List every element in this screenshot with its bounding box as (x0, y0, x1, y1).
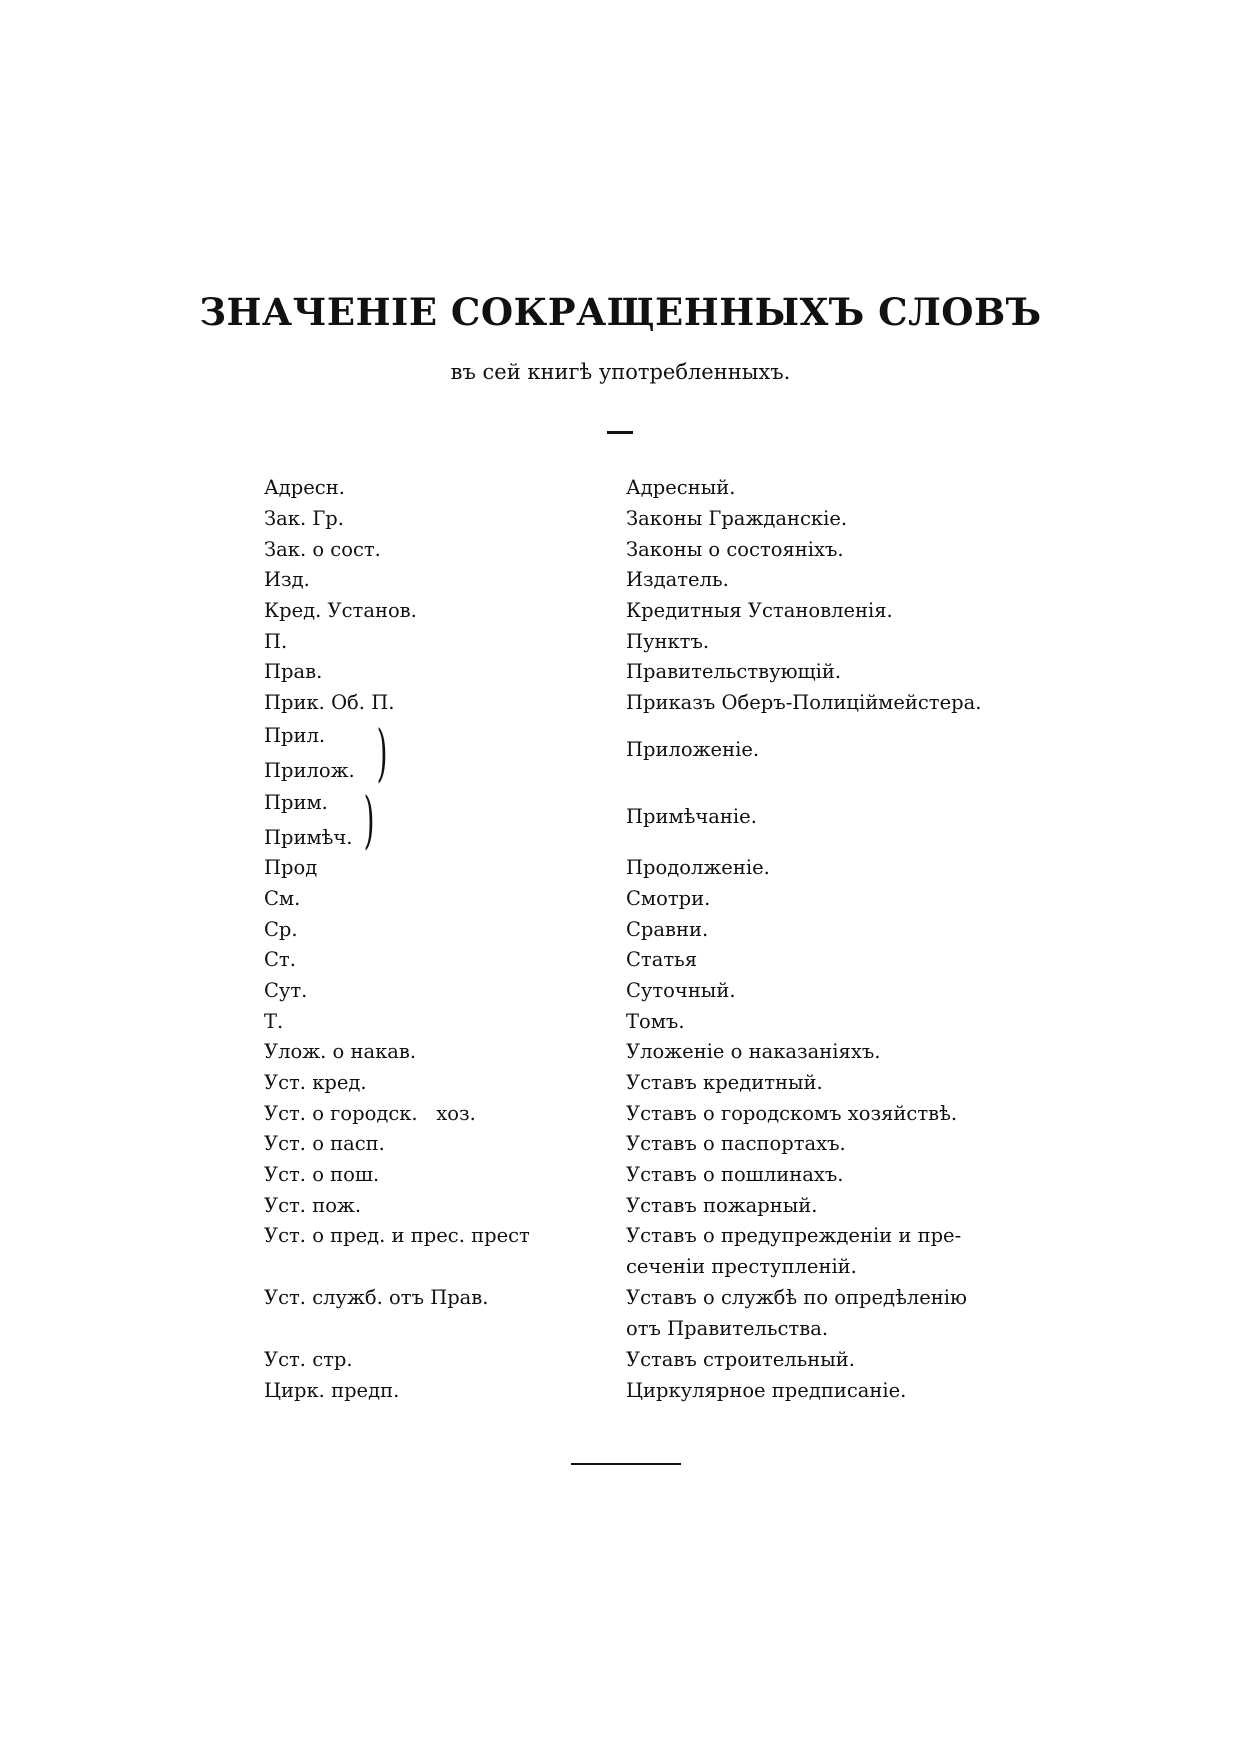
meaning-line: сеченіи преступленій. (626, 1255, 857, 1278)
abbreviation: Ст. (264, 948, 296, 971)
abbreviation: Изд. (264, 568, 310, 591)
list-item (0, 1220, 1241, 1282)
abbreviation: Уст. служб. отъ Прав. (264, 1286, 489, 1309)
meaning: Уставъ кредитный. (626, 1071, 823, 1094)
abbreviation: Зак. Гр. (264, 507, 344, 530)
meaning: Томъ. (626, 1010, 685, 1033)
meaning-line: Уставъ о службѣ по опредѣленію (626, 1286, 967, 1309)
abbreviation: Сут. (264, 979, 308, 1002)
abbreviation: Цирк. предп. (264, 1379, 400, 1402)
meaning: Примѣчаніе. (626, 805, 757, 828)
meaning: Приказъ Оберъ-Полиціймейстера. (626, 691, 982, 714)
list-item-group (0, 718, 1241, 788)
meaning: Правительствующій. (626, 660, 842, 683)
meaning-line: Уставъ о предупрежденіи и пре- (626, 1224, 962, 1247)
abbreviation: Прод (264, 856, 318, 879)
abbreviation: Прик. Об. П. (264, 691, 395, 714)
meaning: Смотри. (626, 887, 711, 910)
meaning: Пунктъ. (626, 630, 710, 653)
abbreviation-group (264, 785, 353, 855)
meaning-line: отъ Правительства. (626, 1317, 829, 1340)
meaning: Уставъ о пошлинахъ. (626, 1163, 844, 1186)
meaning: Продолженіе. (626, 856, 770, 879)
abbreviation: П. (264, 630, 288, 653)
abbreviation: Улож. о накав. (264, 1040, 417, 1063)
abbreviation: Адресн. (264, 476, 345, 499)
abbreviation-group (264, 718, 355, 788)
abbreviation: Ср. (264, 918, 298, 941)
meaning: Циркулярное предписаніе. (626, 1379, 907, 1402)
abbreviation: Уст. стр. (264, 1348, 353, 1371)
meaning: Адресный. (626, 476, 736, 499)
meaning (626, 1220, 961, 1282)
meaning: Уставъ строительный. (626, 1348, 855, 1371)
abbreviation: Уст. о городск. хоз. (264, 1102, 476, 1125)
meaning: Уставъ пожарный. (626, 1194, 818, 1217)
meaning (626, 1282, 967, 1344)
list-item (0, 1282, 1241, 1344)
list-item-group (0, 785, 1241, 855)
page-subtitle: въ сей книгѣ употребленныхъ. (450, 360, 791, 384)
abbreviation: Прим. (264, 791, 328, 814)
meaning: Уставъ о городскомъ хозяйствѣ. (626, 1102, 958, 1125)
bracket-mark: ) (363, 783, 375, 856)
abbreviation: См. (264, 887, 301, 910)
abbreviation: Кред. Установ. (264, 599, 417, 622)
abbreviation: Уст. пож. (264, 1194, 362, 1217)
abbreviation: Т. (264, 1010, 284, 1033)
meaning: Статья (626, 948, 698, 971)
meaning: Законы Гражданскіе. (626, 507, 848, 530)
bottom-divider (571, 1463, 681, 1465)
abbreviation: Зак. о сост. (264, 538, 381, 561)
meaning: Уставъ о паспортахъ. (626, 1132, 846, 1155)
meaning: Кредитныя Установленія. (626, 599, 893, 622)
abbreviation: Уст. о пош. (264, 1163, 380, 1186)
meaning: Сравни. (626, 918, 709, 941)
page-title: ЗНАЧЕНІЕ СОКРАЩЕННЫХЪ СЛОВЪ (199, 290, 1042, 334)
meaning: Суточный. (626, 979, 736, 1002)
abbreviation: Уст. кред. (264, 1071, 367, 1094)
abbreviation: Уст. о пред. и прес. прест (264, 1224, 530, 1247)
abbreviation: Прилож. (264, 759, 355, 782)
meaning: Приложеніе. (626, 738, 760, 761)
abbreviation: Прил. (264, 724, 326, 747)
meaning: Уложеніе о наказаніяхъ. (626, 1040, 881, 1063)
abbreviation: Прав. (264, 660, 323, 683)
bracket-mark: ) (376, 716, 388, 789)
abbreviation: Уст. о пасп. (264, 1132, 385, 1155)
meaning: Законы о состояніхъ. (626, 538, 844, 561)
meaning: Издатель. (626, 568, 729, 591)
abbreviation: Примѣч. (264, 826, 353, 849)
top-divider (607, 431, 633, 434)
